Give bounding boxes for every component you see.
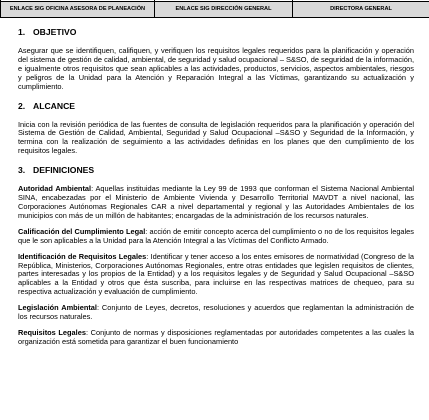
definition-text: : Identificar y tener acceso a los entes emisores de normatividad (Congreso de la República, Ministerios, Corporaciones Autónomas Regionales, entre otras entidades que legislen requisitos de clientes, partes interesadas y los propios de la Entidad) y a los requisitos legales y de Seguridad y Salud Ocupacional –S&SO aplicables a la Entidad y otros que ésta suscriba, para incluirse en las respectivas matrices de chequeo, para su respectiva actualización y evaluación de cumplimiento. [18, 251, 414, 297]
section-number: 2. [18, 100, 26, 111]
definition-text: : acción de emitir concepto acerca del cumplimiento o no de los requisitos legales que le son aplicables a la Unidad para la Atención Integral a las Víctimas del Conflicto Armado. [18, 226, 414, 245]
definition-item [18, 253, 414, 298]
definition-item [18, 185, 414, 221]
objetivo-paragraph: Asegurar que se identifiquen, califiquen, y verifiquen los requisitos legales requeridos para la planificación y operación del sistema de gestión de calidad, ambiental, de seguridad y salud ocupacional – S&SO, de seguridad de la información, e igualmente otros requisitos que sean aplicables a las actividades, productos, servicios, aspectos ambientales, riesgos y peligros de la Unidad para la Atención y Reparación Integral a las Víctimas, garantizando su actualización y cumplimiento. [18, 46, 414, 91]
section-heading-alcance [18, 101, 414, 112]
definition-text: : Conjunto de Leyes, decretos, resoluciones y acuerdos que reglamentan la administración de los recursos naturales. [18, 303, 414, 322]
approval-table [0, 0, 429, 18]
definition-text: : Aquellas instituidas mediante la Ley 99 de 1993 que conforman el Sistema Nacional Ambiental SINA, encabezadas por el Ministerio de Ambiente Vivienda y Desarrollo Territorial MAVDT a nivel nacional, las Corporaciones Autónomas Regionales CAR a nivel departamental y regional y las Autoridades Ambientales de los municipios con más de un millón de habitantes; encargadas de la administración de los recursos naturales. [18, 184, 414, 220]
header-cell-planeacion: ENLACE SIG OFICINA ASESORA DE PLANEACIÓN [1, 2, 155, 18]
section-number: 1. [18, 27, 26, 37]
definition-term: Calificación del Cumplimiento Legal [18, 226, 146, 236]
alcance-paragraph: Inicia con la revisión periódica de las fuentes de consulta de legislación requeridos para la planificación y operación del Sistema de Gestión de Calidad, Ambiental, Seguridad y Salud Ocupacional –S&SO y Seguridad de la Información, y termina con la realización de seguimiento a las actividades definidas en los planes que den cumplimiento de los requisitos legales. [18, 119, 414, 156]
section-title: OBJETIVO [33, 27, 77, 37]
section-number: 3. [18, 165, 26, 176]
section-title: DEFINICIONES [33, 165, 95, 176]
header-cell-directora: DIRECTORA GENERAL [293, 2, 429, 18]
section-heading-definiciones [18, 165, 414, 176]
definition-item [18, 228, 414, 246]
definition-text: : Conjunto de normas y disposiciones reglamentadas por autoridades competentes a las cuales la organización está sometida para garantizar el buen funcionamiento [18, 327, 415, 346]
definition-item [18, 304, 414, 322]
document-body [18, 27, 414, 347]
section-title: ALCANCE [33, 100, 76, 111]
approval-header [0, 0, 429, 24]
definition-term: Identificación de Requisitos Legales [18, 251, 147, 261]
definition-term: Requisitos Legales [18, 327, 86, 337]
definition-term: Legislación Ambiental [18, 303, 97, 313]
definition-term: Autoridad Ambiental [18, 184, 92, 194]
definition-item [18, 329, 414, 347]
section-heading-objetivo [18, 27, 414, 38]
header-cell-direccion: ENLACE SIG DIRECCIÓN GENERAL [155, 2, 293, 18]
